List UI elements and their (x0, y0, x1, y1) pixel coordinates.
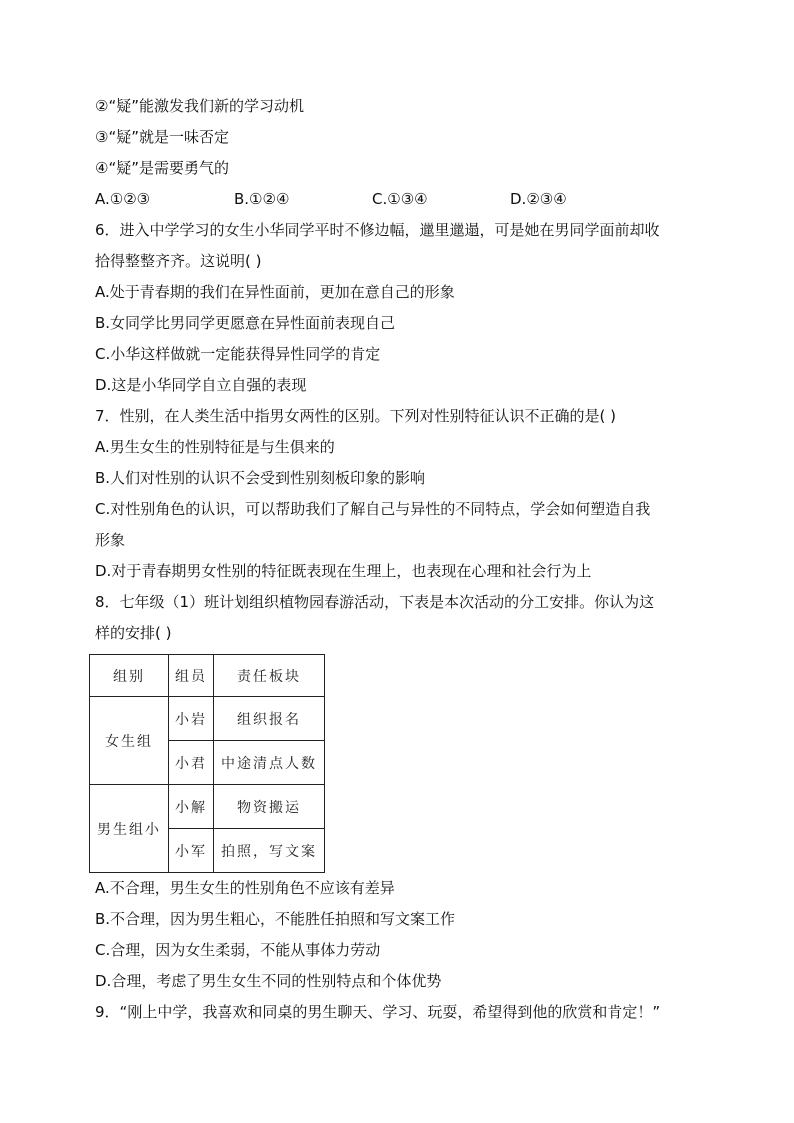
table-row (90, 697, 325, 741)
member-task: 物资搬运 (214, 785, 325, 829)
division-table (89, 654, 325, 873)
q5-option-b: B.①②④ (234, 190, 290, 208)
q8-option-c: C.合理，因为女生柔弱，不能从事体力劳动 (95, 941, 381, 959)
member-name: 小君 (169, 741, 214, 785)
q6-stem-line1: 6．进入中学学习的女生小华同学平时不修边幅，邋里邋遢，可是她在男同学面前却收 (95, 221, 660, 239)
header-responsibility: 责任板块 (214, 655, 325, 697)
member-name: 小岩 (169, 697, 214, 741)
q7-option-c-line1: C.对性别角色的认识，可以帮助我们了解自己与异性的不同特点，学会如何塑造自我 (95, 500, 651, 518)
statement-4: ④“疑”是需要勇气的 (95, 159, 229, 177)
q5-option-c: C.①③④ (372, 190, 428, 208)
group-name: 男生组小 (90, 785, 169, 873)
member-name: 小解 (169, 785, 214, 829)
q5-option-a: A.①②③ (95, 190, 151, 208)
q7-option-b: B.人们对性别的认识不会受到性别刻板印象的影响 (95, 469, 426, 487)
q9-stem-line1: 9．“刚上中学，我喜欢和同桌的男生聊天、学习、玩耍，希望得到他的欣赏和肯定！” (95, 1003, 661, 1021)
header-member: 组员 (169, 655, 214, 697)
member-name: 小军 (169, 829, 214, 873)
statement-3: ③“疑”就是一味否定 (95, 128, 229, 146)
header-group: 组别 (90, 655, 169, 697)
q7-stem: 7．性别，在人类生活中指男女两性的区别。下列对性别特征认识不正确的是( ) (95, 407, 617, 425)
q8-stem-line1: 8．七年级（1）班计划组织植物园春游活动，下表是本次活动的分工安排。你认为这 (95, 593, 655, 611)
table-header-row (90, 655, 325, 697)
member-task: 中途清点人数 (214, 741, 325, 785)
q7-option-d: D.对于青春期男女性别的特征既表现在生理上，也表现在心理和社会行为上 (95, 562, 592, 580)
q6-option-b: B.女同学比男同学更愿意在异性面前表现自己 (95, 314, 396, 332)
q8-option-b: B.不合理，因为男生粗心，不能胜任拍照和写文案工作 (95, 910, 456, 928)
table-row (90, 785, 325, 829)
q6-option-a: A.处于青春期的我们在异性面前，更加在意自己的形象 (95, 283, 455, 301)
q7-option-c-line2: 形象 (95, 531, 126, 549)
q6-option-d: D.这是小华同学自立自强的表现 (95, 376, 307, 394)
q6-stem-line2: 拾得整整齐齐。这说明( ) (95, 252, 262, 270)
q8-stem-line2: 样的安排( ) (95, 624, 172, 642)
q7-option-a: A.男生女生的性别特征是与生俱来的 (95, 438, 335, 456)
q8-option-a: A.不合理，男生女生的性别角色不应该有差异 (95, 879, 395, 897)
statement-2: ②“疑”能激发我们新的学习动机 (95, 97, 304, 115)
member-task: 组织报名 (214, 697, 325, 741)
group-name: 女生组 (90, 697, 169, 785)
q6-option-c: C.小华这样做就一定能获得异性同学的肯定 (95, 345, 381, 363)
q5-options (95, 189, 695, 209)
q5-option-d: D.②③④ (510, 190, 567, 208)
member-task: 拍照，写文案 (214, 829, 325, 873)
q8-option-d: D.合理，考虑了男生女生不同的性别特点和个体优势 (95, 972, 442, 990)
